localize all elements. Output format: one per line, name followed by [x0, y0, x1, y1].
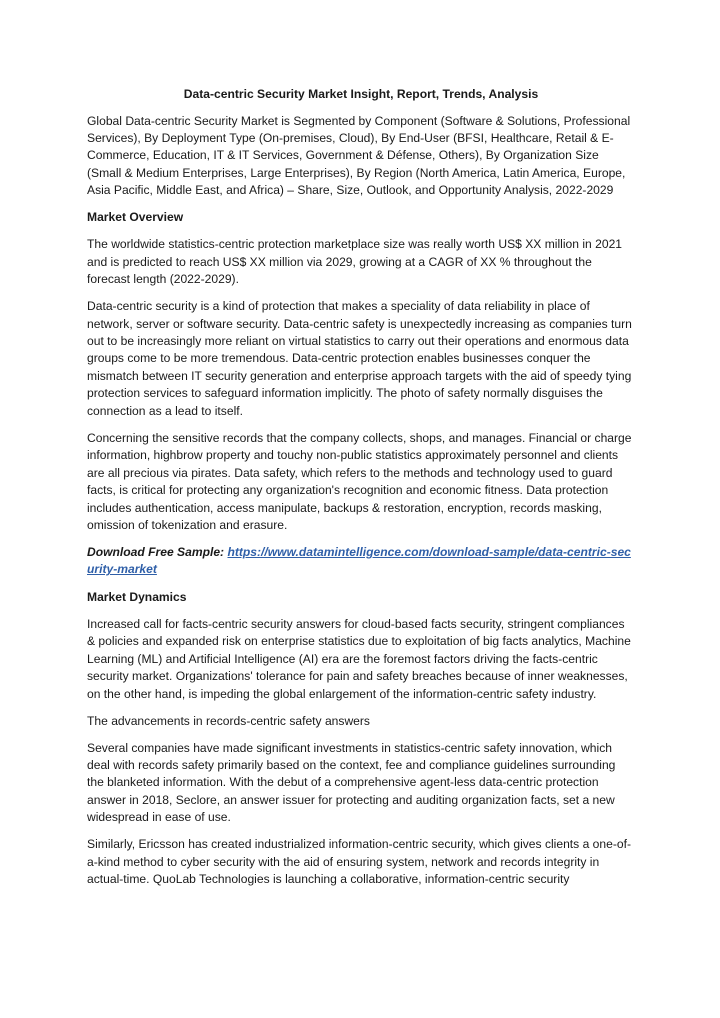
download-sample-line — [87, 544, 635, 579]
dynamics-paragraph-1: Increased call for facts-centric security answers for cloud-based facts security, stringent compliances & policies and expanded risk on enterprise statistics due to exploitation of big facts analytics, Machine Learning (ML) and Artificial Intelligence (AI) era are the foremost factors driving the facts-centric security market. Organizations' tolerance for pain and safety breaches because of inner weaknesses, on the other hand, is impeding the global enlargement of the information-centric safety industry. — [87, 616, 631, 701]
download-sample-link[interactable]: https://www.datamintelligence.com/download-sample/data-centric-security-market — [87, 544, 631, 577]
document-page — [87, 86, 635, 898]
document-title: Data-centric Security Market Insight, Report, Trends, Analysis — [183, 87, 539, 101]
market-dynamics-heading: Market Dynamics — [87, 589, 187, 604]
advancements-heading: The advancements in records-centric safety answers — [87, 713, 370, 728]
advancements-paragraph-2: Similarly, Ericsson has created industrialized information-centric security, which gives clients a one-of-a-kind method to cyber security with the aid of ensuring system, network and records integrity in actual-time. QuoLab Technologies is launching a collaborative, information-centric security — [87, 837, 631, 887]
advancements-paragraph-1: Several companies have made significant investments in statistics-centric safety innovation, which deal with records safety primarily based on the context, fee and compliance guidelines surrounding the blanketed information. With the debut of a comprehensive agent-less data-centric protection answer in 2018, Seclore, an answer issuer for protecting and auditing organization facts, set a new widespread in ease of use. — [87, 740, 616, 825]
overview-paragraph-3: Concerning the sensitive records that the company collects, shops, and manages. Financial or charge information, highbrow property and touchy non-public statistics approximately personnel and clients are all precious via pirates. Data safety, which refers to the methods and technology used to guard facts, is critical for protecting any organization's recognition and economic fitness. Data protection includes authentication, access manipulate, backups & restoration, encryption, records masking, omission of tokenization and erasure. — [87, 430, 632, 533]
overview-paragraph-1: The worldwide statistics-centric protection marketplace size was really worth US$ XX million in 2021 and is predicted to reach US$ XX million via 2029, growing at a CAGR of XX % throughout the forecast length (2022-2029). — [87, 237, 623, 287]
overview-paragraph-2: Data-centric security is a kind of protection that makes a speciality of data reliability in place of network, server or software security. Data-centric safety is unexpectedly increasing as companies turn out to be increasingly more reliant on virtual statistics to carry out their operations and enormous data groups come to be more tremendous. Data-centric protection enables businesses conquer the mismatch between IT security generation and enterprise approach targets with the aid of speedy tying protection services to safeguard information implicitly. The photo of safety normally disguises the connection as a lead to itself. — [87, 299, 632, 418]
intro-paragraph: Global Data-centric Security Market is Segmented by Component (Software & Solutions, Professional Services), By Deployment Type (On-premises, Cloud), By End-User (BFSI, Healthcare, Retail & E-Commerce, Education, IT & IT Services, Government & Défense, Others), By Organization Size (Small & Medium Enterprises, Large Enterprises), By Region (North America, Latin America, Europe, Asia Pacific, Middle East, and Africa) – Share, Size, Outlook, and Opportunity Analysis, 2022-2029 — [87, 113, 631, 198]
download-sample-label: Download Free Sample: — [87, 544, 225, 559]
market-overview-heading: Market Overview — [87, 210, 184, 225]
